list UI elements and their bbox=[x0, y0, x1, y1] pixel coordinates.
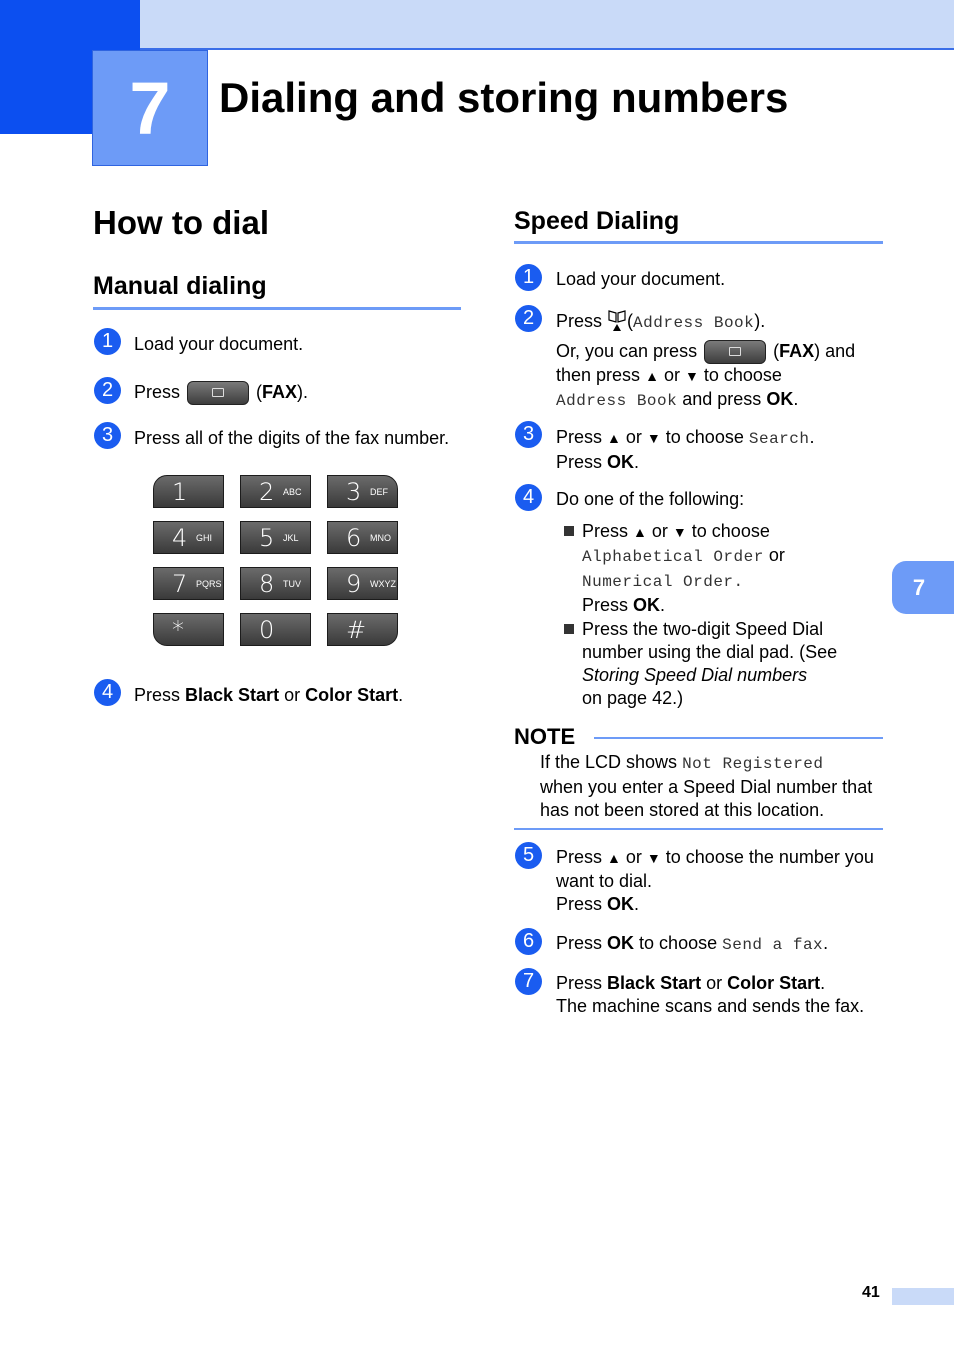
lcd-send-a-fax: Send a fax bbox=[722, 936, 824, 954]
text-press: Press bbox=[556, 427, 603, 447]
cross-reference: Storing Speed Dial numbers bbox=[582, 665, 808, 685]
key-letters: TUV bbox=[283, 579, 301, 589]
text-to-choose: to choose bbox=[665, 427, 744, 447]
key-letters: GHI bbox=[196, 533, 213, 543]
lcd-address-book: Address Book bbox=[556, 392, 678, 411]
key-digit: # bbox=[346, 616, 367, 644]
chapter-title: Dialing and storing numbers bbox=[219, 74, 789, 121]
text-then-press: then press bbox=[556, 365, 641, 386]
chapter-side-tab: 7 bbox=[892, 561, 954, 614]
dial-pad bbox=[153, 475, 401, 649]
step-text bbox=[134, 684, 403, 707]
key-digit: 7 bbox=[172, 570, 188, 598]
key-letters: DEF bbox=[370, 487, 388, 497]
text-to-choose: to choose the number you bbox=[665, 847, 874, 867]
step-number: 2 bbox=[515, 305, 542, 332]
text-or: or bbox=[663, 365, 680, 386]
text-to-choose: to choose bbox=[691, 521, 770, 541]
ok-key-label: OK bbox=[633, 595, 661, 615]
step-number: 5 bbox=[515, 842, 542, 869]
step-text: Do one of the following: bbox=[556, 489, 745, 509]
down-arrow-icon: ▼ bbox=[672, 524, 687, 540]
step-number: 7 bbox=[515, 968, 542, 995]
bullet-text bbox=[582, 618, 837, 710]
paren-open: ( bbox=[251, 382, 263, 402]
step-number: 4 bbox=[515, 484, 542, 511]
dial-key-2 bbox=[240, 475, 311, 508]
step-number: 6 bbox=[515, 928, 542, 955]
dial-key-hash bbox=[327, 613, 398, 646]
text-press: Press bbox=[582, 521, 629, 541]
key-digit: 2 bbox=[259, 478, 275, 506]
text-press: Press bbox=[556, 973, 603, 993]
step-text: Press Black Start or Color Start. The machine scans and sends the fax. bbox=[556, 973, 865, 1016]
note-line-text: when you enter a Speed Dial number that bbox=[540, 777, 873, 797]
step-text: Press all of the digits of the fax number. bbox=[134, 428, 450, 448]
up-arrow-icon: ▲ bbox=[645, 368, 659, 385]
down-arrow-icon: ▼ bbox=[646, 850, 661, 866]
text-press: Press bbox=[582, 595, 629, 615]
note-title: NOTE bbox=[514, 724, 576, 749]
key-letters: MNO bbox=[370, 533, 391, 543]
step-number: 1 bbox=[94, 328, 121, 355]
step-text: Press OK to choose Send a fax. bbox=[556, 933, 829, 954]
text-or: or bbox=[706, 973, 723, 993]
key-letters: WXYZ bbox=[370, 579, 396, 589]
page-number: 41 bbox=[862, 1284, 880, 1301]
dial-key-8 bbox=[240, 567, 311, 600]
header-band bbox=[0, 0, 954, 49]
text-to-choose: to choose bbox=[703, 365, 782, 386]
text-press: Press bbox=[556, 894, 603, 914]
address-book-icon bbox=[607, 309, 627, 333]
step-text: Press (Address Book). Or, you can press (FAX) and then press ▲ or ▼ to choose Address Book and press OK. bbox=[556, 311, 856, 411]
step-number: 2 bbox=[94, 377, 121, 404]
text-and: ) and bbox=[814, 341, 856, 361]
section-heading: How to dial bbox=[93, 204, 269, 241]
note-rule bbox=[594, 737, 883, 739]
text-press: Press bbox=[556, 847, 603, 867]
text-or-press: Or, you can press bbox=[556, 341, 698, 361]
page-number-bar bbox=[892, 1288, 954, 1305]
text-to-choose: to choose bbox=[639, 933, 718, 953]
ok-key-label: OK bbox=[607, 452, 635, 472]
step-text: Press ▲ or ▼ to choose Search. Press OK. bbox=[556, 427, 815, 472]
text-period: . bbox=[398, 685, 404, 705]
black-start-label: Black Start bbox=[185, 685, 280, 705]
key-letters: ABC bbox=[283, 487, 302, 497]
lcd-search: Search bbox=[748, 430, 810, 448]
note-line-text: has not been stored at this location. bbox=[540, 800, 825, 820]
note-bottom-rule bbox=[514, 828, 883, 830]
text-period: . bbox=[793, 389, 799, 410]
step-number: 4 bbox=[94, 679, 121, 706]
chapter-number: 7 bbox=[92, 50, 208, 166]
dial-key-0 bbox=[240, 613, 311, 646]
paren-close: ). bbox=[297, 382, 309, 402]
text-close: ). bbox=[754, 311, 766, 331]
text-or: or bbox=[768, 545, 785, 565]
bullet-line: on page 42.) bbox=[582, 688, 684, 708]
dial-key-4 bbox=[153, 521, 224, 554]
dial-key-7 bbox=[153, 567, 224, 600]
subsection-rule bbox=[93, 307, 461, 310]
up-arrow-icon: ▲ bbox=[633, 524, 647, 540]
subsection-heading: Manual dialing bbox=[93, 272, 267, 300]
key-letters: JKL bbox=[283, 533, 299, 543]
step-number: 3 bbox=[515, 421, 542, 448]
ok-key-label: OK bbox=[607, 933, 635, 953]
down-arrow-icon: ▼ bbox=[684, 368, 699, 385]
key-digit: 9 bbox=[346, 570, 362, 598]
speed-dial-rule bbox=[514, 241, 883, 244]
text-press: Press bbox=[556, 311, 603, 331]
step-text: Press ▲ or ▼ to choose the number you want to dial. Press OK. bbox=[556, 847, 874, 914]
key-digit: 3 bbox=[346, 478, 362, 506]
lcd-alphabetical-order: Alphabetical Order bbox=[582, 548, 764, 566]
ok-key-label: OK bbox=[766, 389, 794, 410]
step-text: Load your document. bbox=[556, 269, 726, 289]
fax-key-label: FAX bbox=[262, 382, 298, 402]
color-start-label: Color Start bbox=[305, 685, 399, 705]
dial-key-6 bbox=[327, 521, 398, 554]
up-arrow-icon: ▲ bbox=[607, 850, 621, 866]
step-line: The machine scans and sends the fax. bbox=[556, 996, 865, 1016]
speed-dial-heading: Speed Dialing bbox=[514, 207, 680, 235]
fax-key-icon bbox=[704, 340, 766, 364]
note-text: If the LCD shows bbox=[540, 752, 678, 772]
bullet-text: Press ▲ or ▼ to choose Alphabetical Order or Numerical Order. Press OK. bbox=[582, 521, 785, 615]
header-rule bbox=[140, 48, 954, 50]
lcd-numerical-order: Numerical Order bbox=[582, 573, 734, 591]
step-line: want to dial. bbox=[556, 871, 653, 891]
bullet-line: number using the dial pad. (See bbox=[582, 642, 838, 662]
key-digit: * bbox=[172, 616, 184, 644]
text-press: Press bbox=[134, 685, 186, 705]
black-start-label: Black Start bbox=[607, 973, 702, 993]
dial-key-9 bbox=[327, 567, 398, 600]
key-digit: 5 bbox=[259, 524, 275, 552]
dial-key-1 bbox=[153, 475, 224, 508]
key-digit: 1 bbox=[172, 478, 188, 506]
dial-key-3 bbox=[327, 475, 398, 508]
lcd-address-book: Address Book bbox=[633, 314, 755, 332]
fax-key-label: FAX bbox=[779, 341, 815, 361]
step-text-press: Press bbox=[134, 382, 181, 402]
key-digit: 6 bbox=[346, 524, 362, 552]
ok-key-label: OK bbox=[607, 894, 635, 914]
step-text: Load your document. bbox=[134, 334, 304, 354]
dial-key-5 bbox=[240, 521, 311, 554]
note-body bbox=[540, 751, 872, 822]
step-text bbox=[134, 381, 308, 405]
text-press: Press bbox=[556, 933, 603, 953]
fax-key-icon bbox=[187, 381, 249, 405]
text-press: Press bbox=[556, 452, 603, 472]
bullet bbox=[564, 526, 574, 536]
key-digit: 0 bbox=[259, 616, 275, 644]
dial-key-star bbox=[153, 613, 224, 646]
key-digit: 8 bbox=[259, 570, 275, 598]
color-start-label: Color Start bbox=[727, 973, 821, 993]
step-number: 3 bbox=[94, 422, 121, 449]
lcd-not-registered: Not Registered bbox=[682, 755, 824, 773]
text-or: or bbox=[279, 685, 306, 705]
bullet-line: Press the two-digit Speed Dial bbox=[582, 619, 824, 639]
down-arrow-icon: ▼ bbox=[646, 430, 661, 446]
key-digit: 4 bbox=[172, 524, 188, 552]
text-and-press: and press bbox=[682, 389, 762, 410]
up-arrow-icon: ▲ bbox=[607, 430, 621, 446]
key-letters: PQRS bbox=[196, 579, 222, 589]
bullet bbox=[564, 624, 574, 634]
step-number: 1 bbox=[515, 264, 542, 291]
